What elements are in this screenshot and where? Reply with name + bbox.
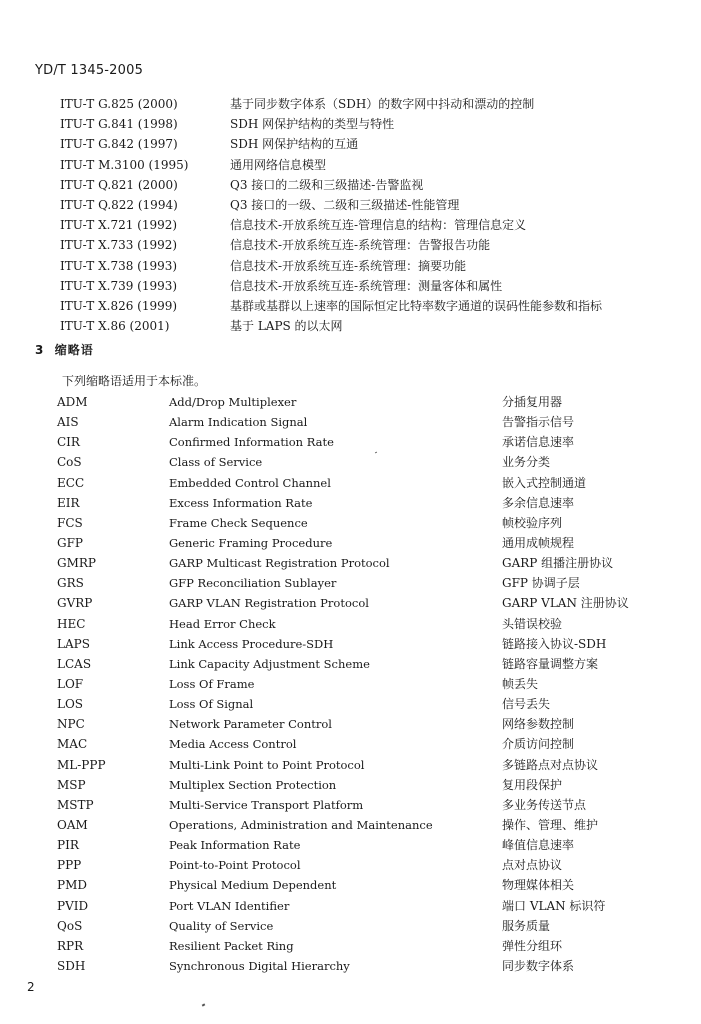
abbreviation-chinese: 链路接入协议-SDH: [502, 636, 607, 651]
abbreviation-row: [57, 493, 677, 513]
abbreviation-row: [57, 553, 677, 573]
reference-title: SDH 网保护结构的类型与特性: [230, 117, 395, 132]
abbreviation-row: [57, 654, 677, 674]
abbreviation-english: Media Access Control: [169, 737, 297, 752]
abbreviation-chinese: 头错误校验: [502, 616, 563, 631]
abbreviation-chinese: 复用段保护: [502, 777, 563, 792]
abbreviation-row: [57, 755, 677, 775]
reference-row: [60, 215, 680, 235]
abbreviation-english: Class of Service: [169, 455, 263, 470]
section-intro: 下列缩略语适用于本标准。: [62, 374, 207, 388]
abbreviation-chinese: 服务质量: [502, 918, 551, 933]
reference-code: ITU-T X.721 (1992): [60, 218, 178, 233]
reference-row: [60, 114, 680, 134]
reference-code: ITU-T X.739 (1993): [60, 278, 178, 293]
abbreviation: PPP: [57, 858, 82, 873]
abbreviation-chinese: GFP 协调子层: [502, 576, 580, 591]
abbreviation-chinese: 网络参数控制: [502, 717, 575, 732]
abbreviation: GVRP: [57, 596, 93, 611]
abbreviation-chinese: GARP 组播注册协议: [502, 556, 614, 571]
reference-code: ITU-T X.733 (1992): [60, 238, 178, 253]
abbreviation-english: Multi-Link Point to Point Protocol: [169, 757, 365, 772]
abbreviation-english: Point-to-Point Protocol: [169, 858, 301, 873]
abbreviation-english: Port VLAN Identifier: [169, 898, 290, 913]
abbreviation: PMD: [57, 878, 87, 893]
abbreviation-chinese: 物理媒体相关: [502, 878, 575, 893]
abbreviation-row: [57, 452, 677, 472]
abbreviation-english: Multi-Service Transport Platform: [169, 797, 364, 812]
abbreviation-english: GARP Multicast Registration Protocol: [169, 556, 390, 571]
abbreviation-chinese: 峰值信息速率: [502, 838, 575, 853]
abbreviation-chinese: 嵌入式控制通道: [502, 475, 587, 490]
abbreviation-row: [57, 896, 677, 916]
abbreviation-row: [57, 875, 677, 895]
reference-row: [60, 195, 680, 215]
abbreviation-row: [57, 734, 677, 754]
reference-row: [60, 296, 680, 316]
abbreviation-chinese: 操作、管理、维护: [502, 817, 599, 832]
abbreviation-english: Peak Information Rate: [169, 838, 301, 853]
page-number: 2: [27, 980, 35, 994]
reference-code: ITU-T M.3100 (1995): [60, 157, 189, 172]
reference-code: ITU-T X.826 (1999): [60, 298, 178, 313]
reference-code: ITU-T G.825 (2000): [60, 97, 178, 111]
abbreviation-chinese: GARP VLAN 注册协议: [502, 596, 629, 611]
reference-title: 基群或基群以上速率的国际恒定比特率数字通道的误码性能参数和指标: [230, 298, 603, 313]
reference-title: 基于 LAPS 的以太网: [230, 319, 343, 334]
reference-title: 信息技术-开放系统互连-系统管理：摘要功能: [230, 258, 467, 273]
reference-code: ITU-T G.841 (1998): [60, 117, 178, 132]
abbreviation-english: Link Access Procedure-SDH: [169, 636, 334, 651]
scan-speck: [202, 1003, 206, 1006]
abbreviation-english: Frame Check Sequence: [169, 515, 308, 530]
reference-title: Q3 接口的一级、二级和三级描述-性能管理: [230, 197, 460, 212]
abbreviation: LOS: [57, 697, 84, 712]
section-number: 3: [35, 343, 45, 357]
abbreviation-table: [57, 392, 677, 976]
abbreviation-row: [57, 533, 677, 553]
reference-row: [60, 235, 680, 255]
reference-code: ITU-T Q.821 (2000): [60, 177, 178, 192]
abbreviation-chinese: 通用成帧规程: [502, 535, 575, 550]
reference-title: 信息技术-开放系统互连-系统管理：测量客体和属性: [230, 278, 503, 293]
abbreviation-chinese: 介质访问控制: [502, 737, 575, 752]
reference-title: Q3 接口的二级和三级描述-告警监视: [230, 177, 424, 192]
abbreviation-chinese: 同步数字体系: [502, 958, 575, 973]
abbreviation-english: Embedded Control Channel: [169, 475, 331, 490]
abbreviation-chinese: 信号丢失: [502, 697, 551, 712]
abbreviation: AIS: [57, 415, 79, 430]
abbreviation: HEC: [57, 616, 86, 631]
abbreviation: MSP: [57, 777, 86, 792]
section-title: 缩略语: [54, 343, 94, 357]
abbreviation-row: [57, 634, 677, 654]
section-heading: [35, 341, 94, 358]
reference-code: ITU-T X.86 (2001): [60, 319, 170, 334]
abbreviation-english: GARP VLAN Registration Protocol: [169, 596, 369, 611]
abbreviation: MSTP: [57, 797, 94, 812]
abbreviation-chinese: 帧丢失: [502, 676, 539, 691]
abbreviation: NPC: [57, 717, 85, 732]
abbreviation-english: Operations, Administration and Maintenance: [169, 817, 433, 832]
abbreviation-row: [57, 674, 677, 694]
abbreviation-row: [57, 795, 677, 815]
abbreviation-chinese: 多业务传送节点: [502, 797, 587, 812]
abbreviation-english: Quality of Service: [169, 918, 274, 933]
abbreviation: GMRP: [57, 556, 96, 571]
abbreviation-english: Network Parameter Control: [169, 717, 332, 732]
abbreviation: LAPS: [57, 636, 90, 651]
abbreviation-english: Resilient Packet Ring: [169, 938, 294, 953]
abbreviation: PIR: [57, 838, 79, 853]
abbreviation-row: [57, 956, 677, 976]
abbreviation-english: GFP Reconciliation Sublayer: [169, 576, 337, 591]
abbreviation-row: [57, 775, 677, 795]
abbreviation-row: [57, 936, 677, 956]
abbreviation-english: Generic Framing Procedure: [169, 535, 333, 550]
abbreviation: PVID: [57, 898, 89, 913]
abbreviation-chinese: 链路容量调整方案: [502, 656, 599, 671]
abbreviation: GRS: [57, 576, 84, 591]
abbreviation: ADM: [57, 395, 88, 409]
abbreviation-row: [57, 392, 677, 412]
abbreviation-english: Physical Medium Dependent: [169, 878, 337, 893]
abbreviation-chinese: 告警指示信号: [502, 415, 575, 430]
reference-title: 信息技术-开放系统互连-管理信息的结构：管理信息定义: [230, 218, 527, 233]
reference-row: [60, 94, 680, 114]
abbreviation: EIR: [57, 495, 80, 510]
abbreviation-row: [57, 916, 677, 936]
abbreviation-chinese: 弹性分组环: [502, 938, 563, 953]
reference-row: [60, 155, 680, 175]
abbreviation: LCAS: [57, 656, 92, 671]
reference-row: [60, 276, 680, 296]
abbreviation-english: Excess Information Rate: [169, 495, 313, 510]
abbreviation-english: Alarm Indication Signal: [169, 415, 308, 430]
abbreviation-chinese: 承诺信息速率: [502, 435, 575, 450]
abbreviation-english: Confirmed Information Rate: [169, 435, 334, 450]
abbreviation-row: [57, 694, 677, 714]
abbreviation-chinese: 业务分类: [502, 455, 551, 470]
abbreviation: RPR: [57, 938, 84, 953]
abbreviation: FCS: [57, 515, 83, 530]
abbreviation: SDH: [57, 958, 86, 973]
abbreviation-row: [57, 473, 677, 493]
abbreviation-english: Loss Of Signal: [169, 697, 254, 712]
reference-row: [60, 256, 680, 276]
abbreviation: LOF: [57, 676, 84, 691]
reference-code: ITU-T X.738 (1993): [60, 258, 178, 273]
abbreviation: ML-PPP: [57, 757, 106, 772]
abbreviation-row: [57, 573, 677, 593]
abbreviation-chinese: 多链路点对点协议: [502, 757, 599, 772]
abbreviation-row: [57, 614, 677, 634]
abbreviation-chinese: 帧校验序列: [502, 515, 563, 530]
reference-code: ITU-T G.842 (1997): [60, 137, 178, 152]
reference-row: [60, 175, 680, 195]
reference-code: ITU-T Q.822 (1994): [60, 197, 178, 212]
abbreviation: GFP: [57, 535, 83, 550]
reference-title: SDH 网保护结构的互通: [230, 137, 359, 152]
abbreviation-english: Multiplex Section Protection: [169, 777, 337, 792]
abbreviation-english: Link Capacity Adjustment Scheme: [169, 656, 370, 671]
abbreviation-row: [57, 593, 677, 613]
abbreviation-chinese: 分插复用器: [502, 395, 563, 409]
abbreviation: CoS: [57, 455, 82, 470]
abbreviation: OAM: [57, 817, 88, 832]
abbreviation-english: Synchronous Digital Hierarchy: [169, 958, 350, 973]
abbreviation-english: Loss Of Frame: [169, 676, 255, 691]
abbreviation-row: [57, 815, 677, 835]
document-code: YD/T 1345-2005: [35, 63, 144, 78]
reference-row: [60, 316, 680, 336]
abbreviation: QoS: [57, 918, 83, 933]
abbreviation: ECC: [57, 475, 85, 490]
abbreviation-chinese: 端口 VLAN 标识符: [502, 898, 606, 913]
abbreviation-chinese: 点对点协议: [502, 858, 563, 873]
reference-title: 通用网络信息模型: [230, 157, 327, 172]
abbreviation-english: Add/Drop Multiplexer: [169, 395, 297, 409]
reference-list: [60, 94, 680, 336]
abbreviation-row: [57, 855, 677, 875]
abbreviation-row: [57, 835, 677, 855]
abbreviation-row: [57, 432, 677, 452]
abbreviation-row: [57, 513, 677, 533]
reference-row: [60, 134, 680, 154]
reference-title: 基于同步数字体系（SDH）的数字网中抖动和漂动的控制: [230, 97, 535, 111]
abbreviation-row: [57, 412, 677, 432]
abbreviation: MAC: [57, 737, 88, 752]
reference-title: 信息技术-开放系统互连-系统管理：告警报告功能: [230, 238, 491, 253]
abbreviation-row: [57, 714, 677, 734]
abbreviation-english: Head Error Check: [169, 616, 276, 631]
abbreviation-chinese: 多余信息速率: [502, 495, 575, 510]
abbreviation: CIR: [57, 435, 80, 450]
